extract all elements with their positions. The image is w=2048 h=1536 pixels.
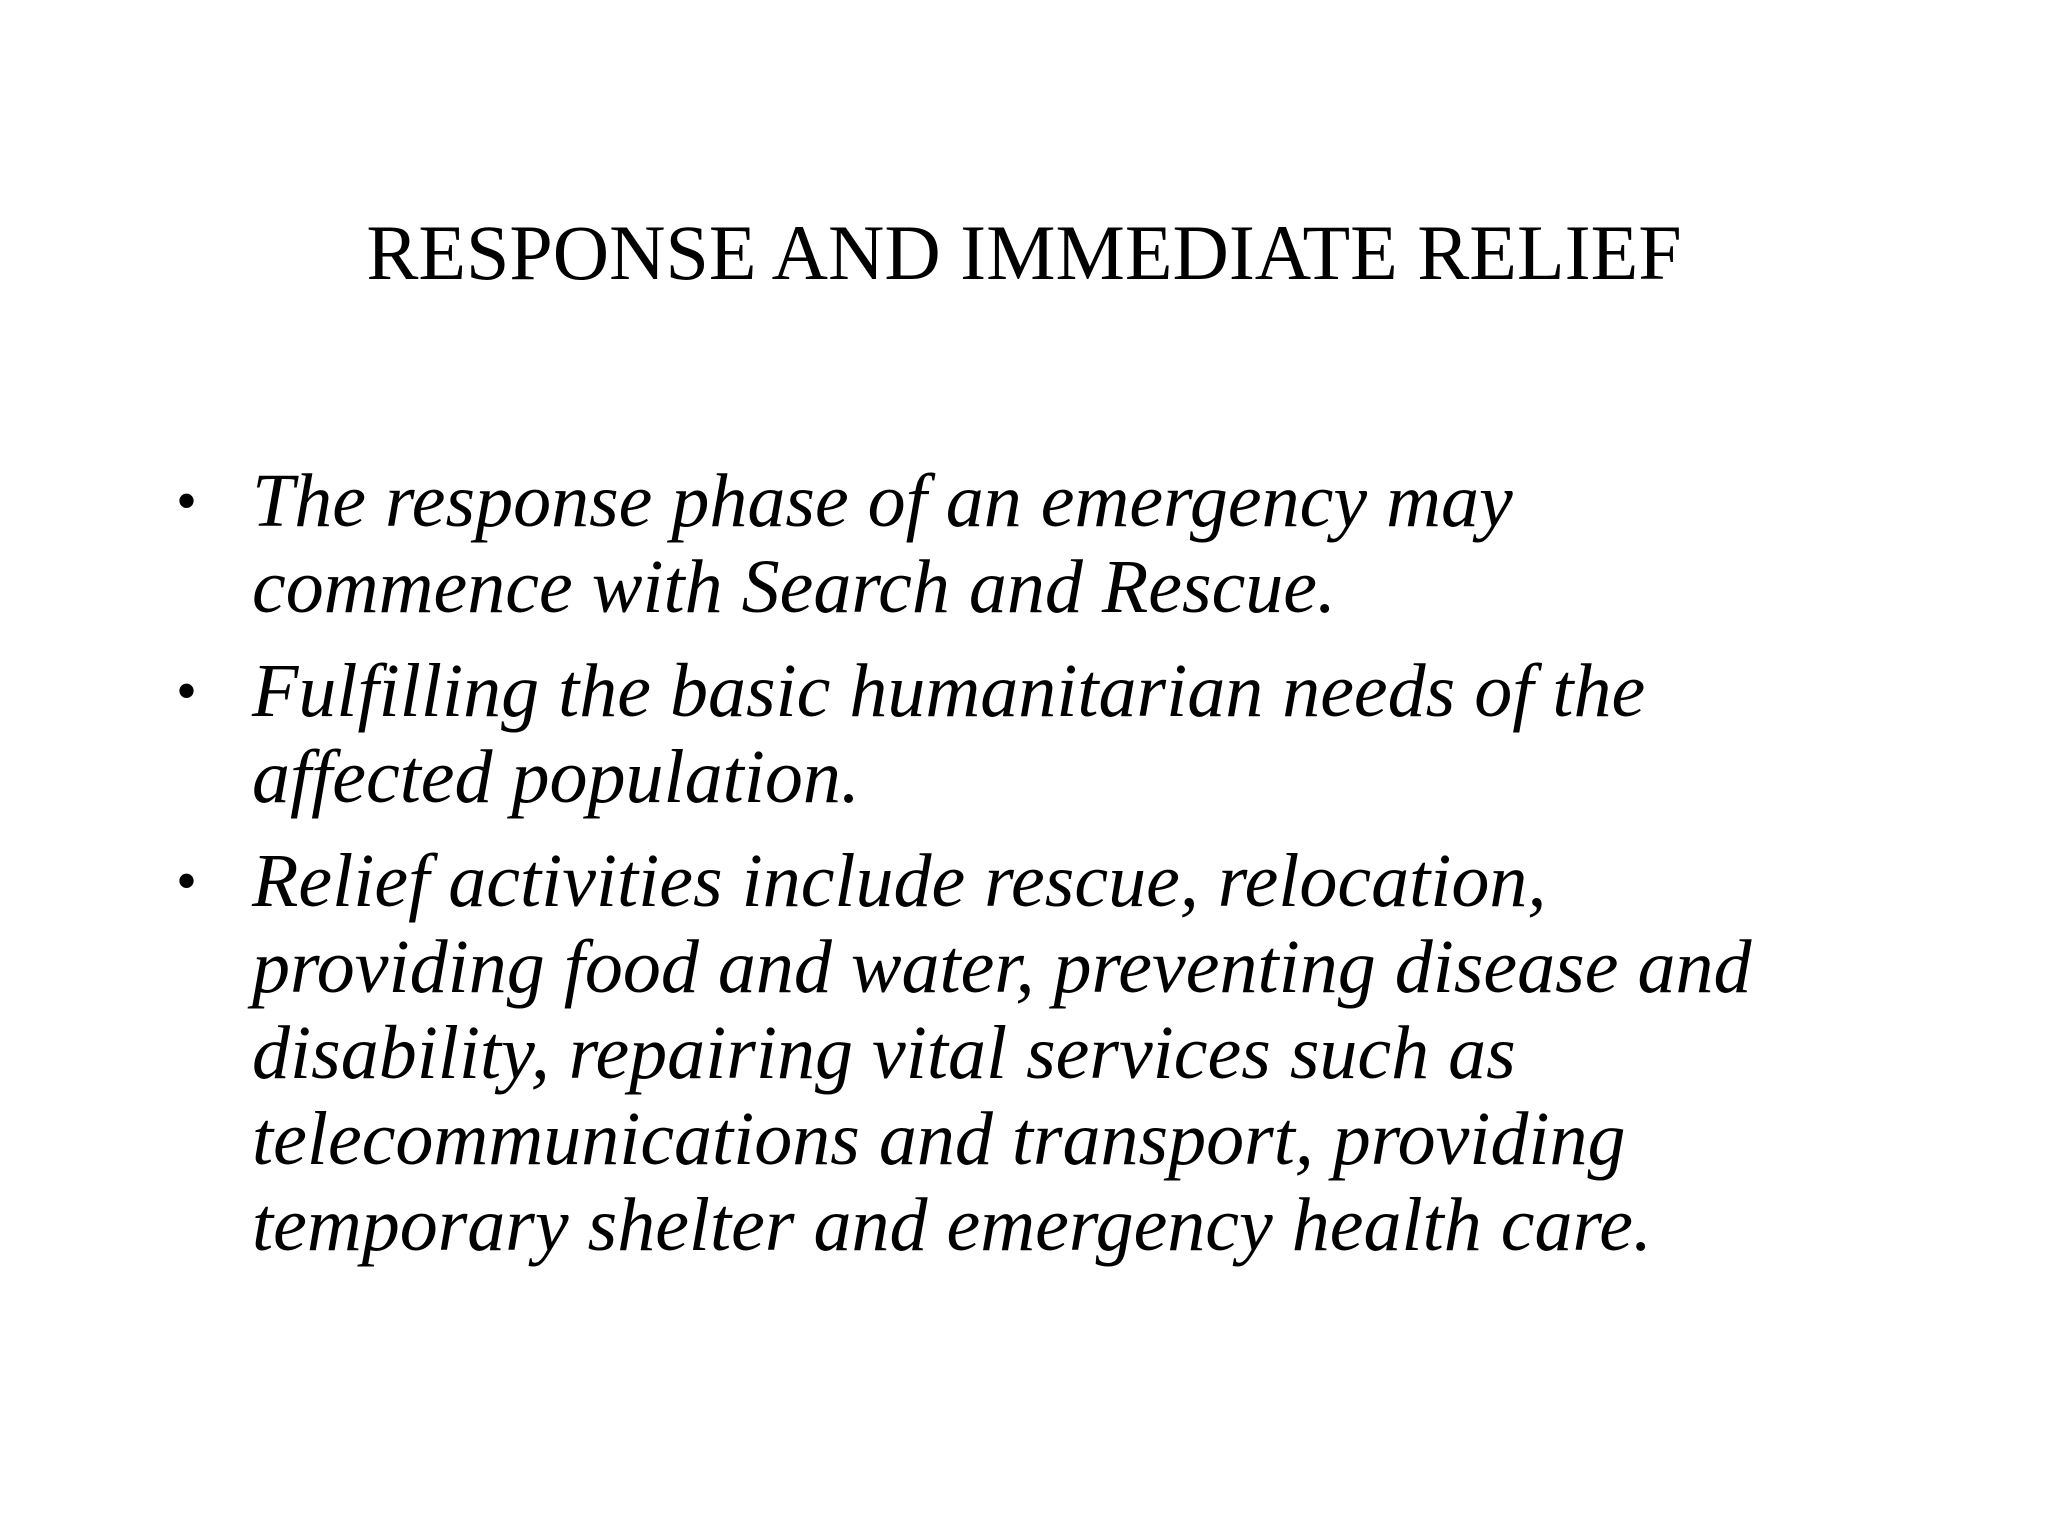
bullet-icon: • xyxy=(176,468,198,534)
bullet-line: providing food and water, preventing disease and xyxy=(252,925,1752,1009)
bullet-line: The response phase of an emergency may xyxy=(252,459,1513,543)
bullet-line: Fulfilling the basic humanitarian needs of the xyxy=(252,649,1646,733)
bullet-line: disability, repairing vital services such as xyxy=(252,1011,1516,1095)
bullet-line: commence with Search and Rescue. xyxy=(252,545,1337,629)
bullet-icon: • xyxy=(176,848,198,914)
bullet-item-3 xyxy=(172,838,1932,1268)
bullet-list xyxy=(172,458,1932,1286)
bullet-text xyxy=(252,648,1932,820)
bullet-text xyxy=(252,838,1932,1268)
bullet-line: affected population. xyxy=(252,735,860,819)
bullet-icon: • xyxy=(176,658,198,724)
slide-title: RESPONSE AND IMMEDIATE RELIEF xyxy=(366,209,1682,296)
bullet-line: Relief activities include rescue, relocation, xyxy=(252,839,1547,923)
bullet-text xyxy=(252,458,1932,630)
bullet-item-1 xyxy=(172,458,1932,630)
bullet-line: telecommunications and transport, providing xyxy=(252,1097,1626,1181)
bullet-item-2 xyxy=(172,648,1932,820)
bullet-line: temporary shelter and emergency health care. xyxy=(252,1183,1652,1267)
